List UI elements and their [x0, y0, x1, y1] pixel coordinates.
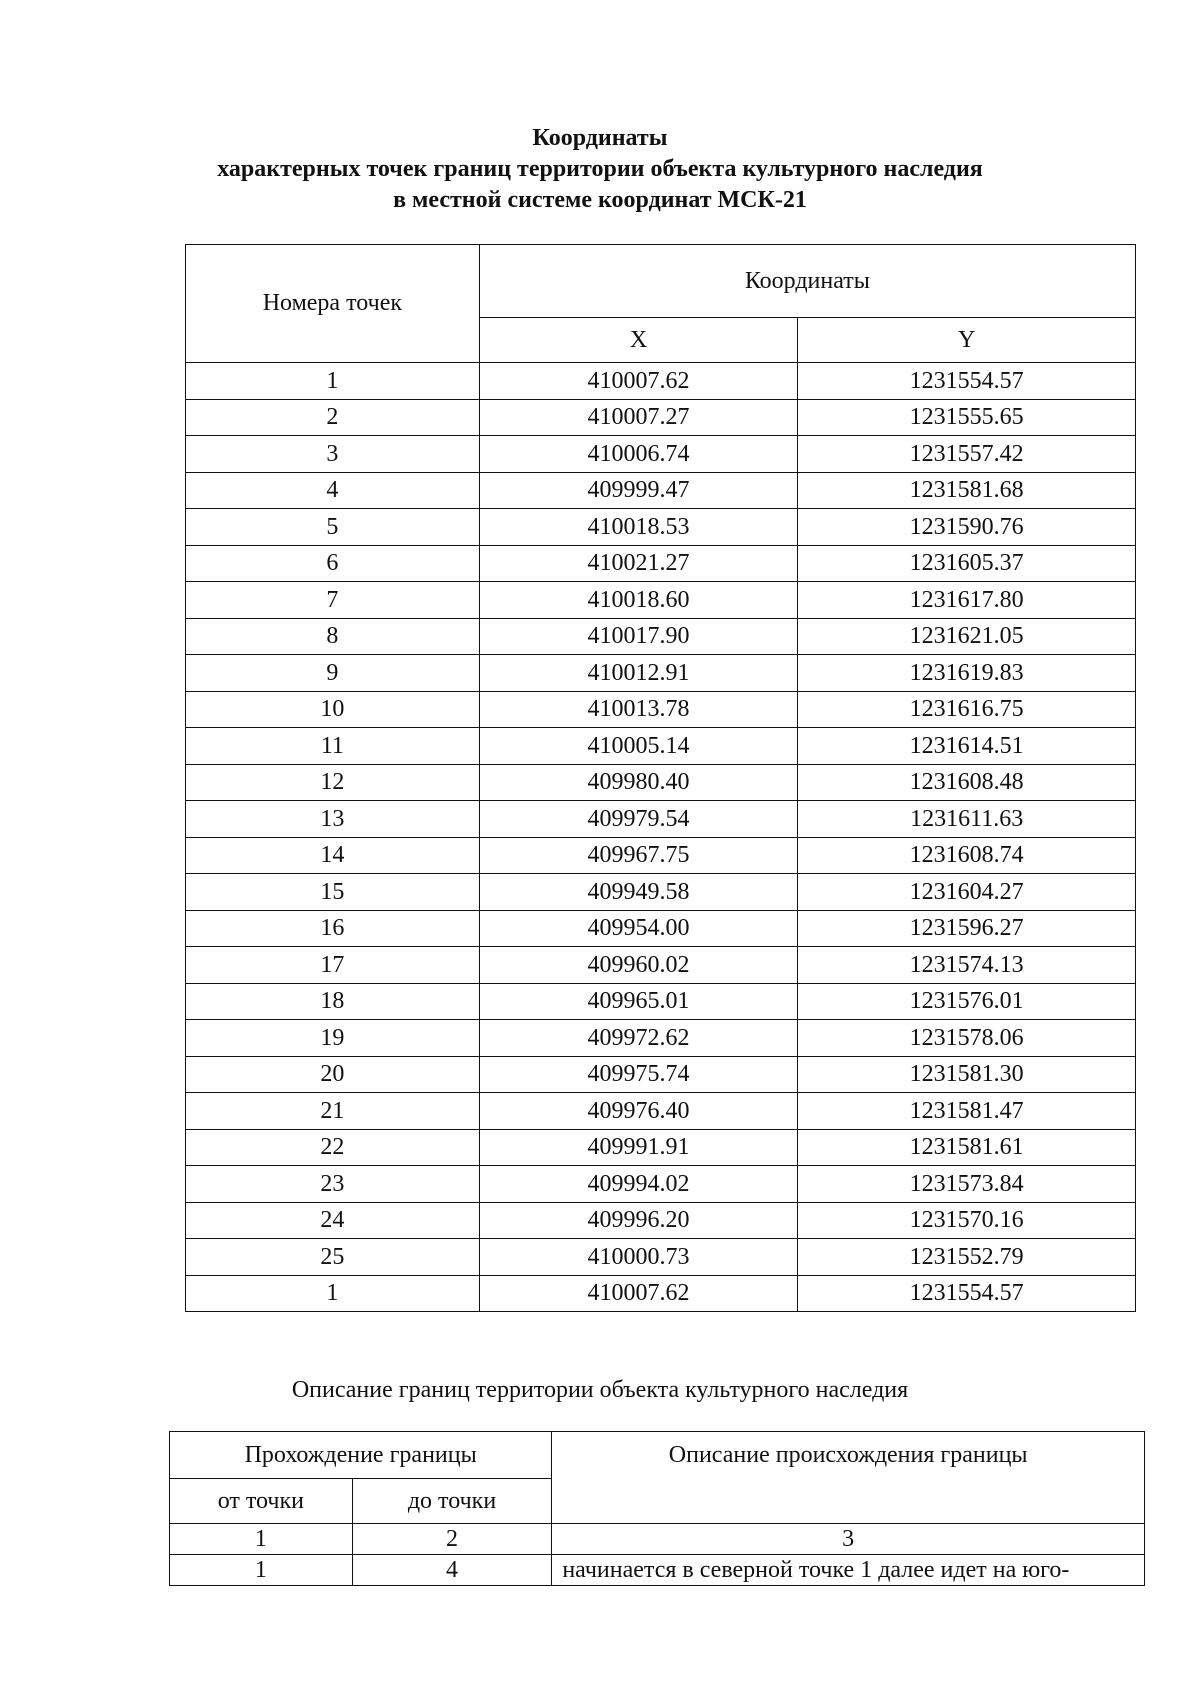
y-coordinate-cell: 1231619.83 [798, 655, 1136, 692]
point-number-cell: 6 [186, 545, 480, 582]
coordinates-column-header: Координаты [479, 245, 1135, 318]
point-number-cell: 25 [186, 1239, 480, 1276]
point-number-cell: 8 [186, 618, 480, 655]
y-coordinate-cell: 1231578.06 [798, 1020, 1136, 1057]
points-column-header: Номера точек [186, 245, 480, 363]
table-row [186, 509, 1136, 546]
point-number-cell: 4 [186, 472, 480, 509]
x-coordinate-cell: 409960.02 [479, 947, 798, 984]
table-row [186, 363, 1136, 400]
point-number-cell: 10 [186, 691, 480, 728]
y-coordinate-cell: 1231555.65 [798, 399, 1136, 436]
point-number-cell: 19 [186, 1020, 480, 1057]
column-number-cell: 1 [170, 1524, 353, 1555]
y-column-header: Y [798, 318, 1136, 363]
point-number-cell: 16 [186, 910, 480, 947]
x-coordinate-cell: 409967.75 [479, 837, 798, 874]
point-number-cell: 17 [186, 947, 480, 984]
x-coordinate-cell: 410005.14 [479, 728, 798, 765]
section-title: Описание границ территории объекта культурного наследия [291, 1377, 909, 1403]
table-row [186, 618, 1136, 655]
y-coordinate-cell: 1231614.51 [798, 728, 1136, 765]
table-row [186, 691, 1136, 728]
table-row [186, 472, 1136, 509]
x-coordinate-cell: 410007.27 [479, 399, 798, 436]
point-number-cell: 5 [186, 509, 480, 546]
y-coordinate-cell: 1231552.79 [798, 1239, 1136, 1276]
table-row [186, 655, 1136, 692]
y-coordinate-cell: 1231570.16 [798, 1202, 1136, 1239]
table-row [186, 910, 1136, 947]
x-coordinate-cell: 409972.62 [479, 1020, 798, 1057]
point-number-cell: 20 [186, 1056, 480, 1093]
table-row [186, 1239, 1136, 1276]
y-coordinate-cell: 1231608.48 [798, 764, 1136, 801]
x-coordinate-cell: 409976.40 [479, 1093, 798, 1130]
point-number-cell: 14 [186, 837, 480, 874]
table-row [186, 1056, 1136, 1093]
y-coordinate-cell: 1231608.74 [798, 837, 1136, 874]
point-number-cell: 3 [186, 436, 480, 473]
title-line-2: характерных точек границ территории объекта культурного наследия [217, 156, 983, 182]
coordinates-table [185, 244, 1136, 1312]
table-row [186, 728, 1136, 765]
table-row [186, 983, 1136, 1020]
point-number-cell: 24 [186, 1202, 480, 1239]
x-coordinate-cell: 409975.74 [479, 1056, 798, 1093]
description-column-header: Описание происхождения границы [552, 1432, 1145, 1524]
x-coordinate-cell: 410013.78 [479, 691, 798, 728]
x-column-header: X [479, 318, 798, 363]
table-row [186, 1129, 1136, 1166]
from-point-column-header: от точки [170, 1479, 353, 1524]
table-row [186, 1202, 1136, 1239]
table-row [186, 1093, 1136, 1130]
point-number-cell: 13 [186, 801, 480, 838]
y-coordinate-cell: 1231590.76 [798, 509, 1136, 546]
title-line-1: Координаты [532, 125, 668, 151]
point-number-cell: 11 [186, 728, 480, 765]
x-coordinate-cell: 409991.91 [479, 1129, 798, 1166]
y-coordinate-cell: 1231621.05 [798, 618, 1136, 655]
point-number-cell: 2 [186, 399, 480, 436]
x-coordinate-cell: 409999.47 [479, 472, 798, 509]
point-number-cell: 1 [186, 363, 480, 400]
table-row [170, 1555, 1145, 1586]
column-number-cell: 3 [552, 1524, 1145, 1555]
x-coordinate-cell: 409954.00 [479, 910, 798, 947]
point-number-cell: 21 [186, 1093, 480, 1130]
y-coordinate-cell: 1231617.80 [798, 582, 1136, 619]
column-number-cell: 2 [352, 1524, 552, 1555]
to-point-cell: 4 [352, 1555, 552, 1586]
table-row [186, 1020, 1136, 1057]
y-coordinate-cell: 1231574.13 [798, 947, 1136, 984]
x-coordinate-cell: 409996.20 [479, 1202, 798, 1239]
y-coordinate-cell: 1231581.47 [798, 1093, 1136, 1130]
x-coordinate-cell: 409965.01 [479, 983, 798, 1020]
point-number-cell: 12 [186, 764, 480, 801]
boundary-description-table [169, 1431, 1145, 1586]
y-coordinate-cell: 1231581.68 [798, 472, 1136, 509]
passage-column-header: Прохождение границы [170, 1432, 552, 1479]
x-coordinate-cell: 410012.91 [479, 655, 798, 692]
column-number-row [170, 1524, 1145, 1555]
x-coordinate-cell: 410021.27 [479, 545, 798, 582]
y-coordinate-cell: 1231581.30 [798, 1056, 1136, 1093]
y-coordinate-cell: 1231557.42 [798, 436, 1136, 473]
x-coordinate-cell: 409979.54 [479, 801, 798, 838]
x-coordinate-cell: 410007.62 [479, 1275, 798, 1312]
y-coordinate-cell: 1231604.27 [798, 874, 1136, 911]
y-coordinate-cell: 1231596.27 [798, 910, 1136, 947]
x-coordinate-cell: 409994.02 [479, 1166, 798, 1203]
point-number-cell: 9 [186, 655, 480, 692]
table-row [186, 1166, 1136, 1203]
point-number-cell: 1 [186, 1275, 480, 1312]
point-number-cell: 7 [186, 582, 480, 619]
x-coordinate-cell: 410017.90 [479, 618, 798, 655]
x-coordinate-cell: 410006.74 [479, 436, 798, 473]
to-point-column-header: до точки [352, 1479, 552, 1524]
y-coordinate-cell: 1231573.84 [798, 1166, 1136, 1203]
point-number-cell: 18 [186, 983, 480, 1020]
from-point-cell: 1 [170, 1555, 353, 1586]
table-row [186, 545, 1136, 582]
x-coordinate-cell: 410018.60 [479, 582, 798, 619]
x-coordinate-cell: 410000.73 [479, 1239, 798, 1276]
x-coordinate-cell: 410018.53 [479, 509, 798, 546]
y-coordinate-cell: 1231605.37 [798, 545, 1136, 582]
table-row [186, 801, 1136, 838]
title-line-3: в местной системе координат МСК-21 [393, 187, 807, 213]
y-coordinate-cell: 1231581.61 [798, 1129, 1136, 1166]
document-title [0, 123, 1200, 216]
point-number-cell: 22 [186, 1129, 480, 1166]
y-coordinate-cell: 1231576.01 [798, 983, 1136, 1020]
y-coordinate-cell: 1231554.57 [798, 363, 1136, 400]
y-coordinate-cell: 1231611.63 [798, 801, 1136, 838]
boundary-description-cell: начинается в северной точке 1 далее идет на юго- [552, 1555, 1145, 1586]
table-row [186, 1275, 1136, 1312]
x-coordinate-cell: 409949.58 [479, 874, 798, 911]
x-coordinate-cell: 409980.40 [479, 764, 798, 801]
y-coordinate-cell: 1231554.57 [798, 1275, 1136, 1312]
table-row [186, 582, 1136, 619]
table-row [186, 764, 1136, 801]
y-coordinate-cell: 1231616.75 [798, 691, 1136, 728]
point-number-cell: 23 [186, 1166, 480, 1203]
point-number-cell: 15 [186, 874, 480, 911]
table-row [186, 947, 1136, 984]
table-row [186, 874, 1136, 911]
x-coordinate-cell: 410007.62 [479, 363, 798, 400]
table-row [186, 399, 1136, 436]
table-row [186, 436, 1136, 473]
table-row [186, 837, 1136, 874]
